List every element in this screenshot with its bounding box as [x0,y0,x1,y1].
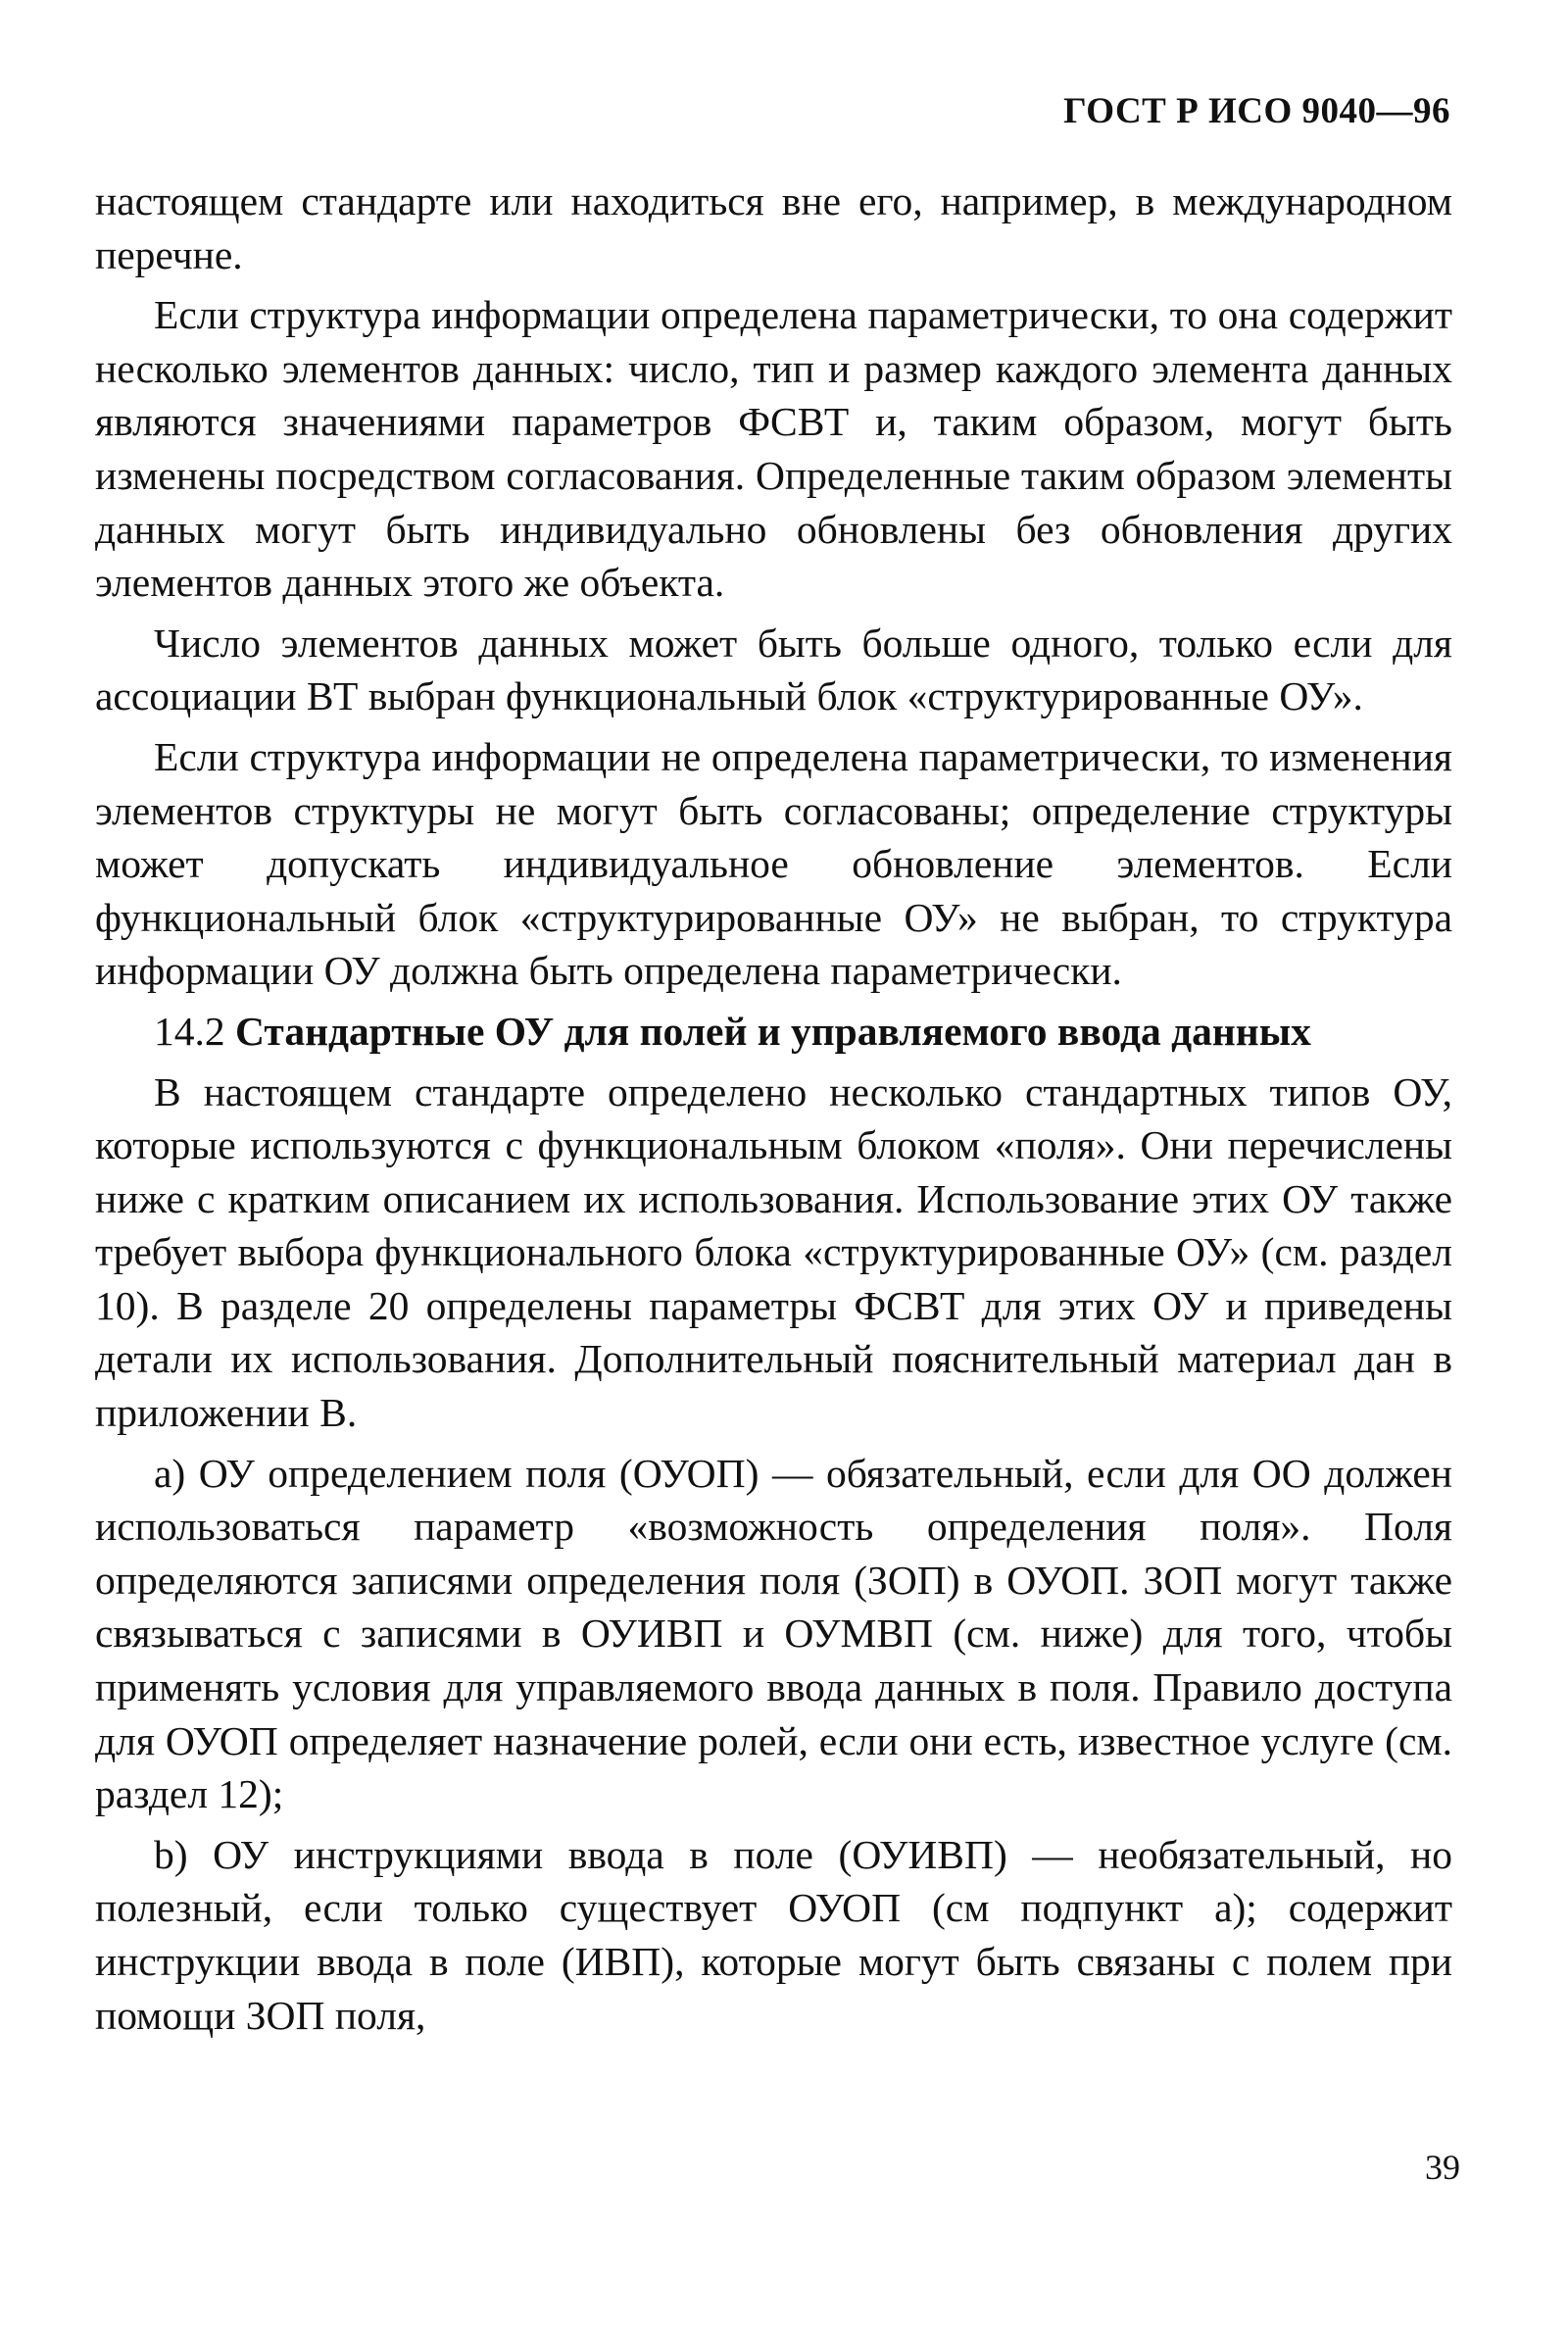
paragraph-1: настоящем стандарте или находиться вне его, например, в международном перечне. [95,178,1452,277]
document-body [95,174,1452,2049]
paragraph-4: Если структура информации не определена параметрически, то изменения элементов структуры не могут быть согласованы; определение структуры может допускать индивидуальное обновление элементов. Если функциональный блок «структурированные ОУ» не выбран, то структура информации ОУ должна быть определена параметрически. [95,733,1452,994]
paragraph-7: b) ОУ инструкциями ввода в поле (ОУИВП) — необязательный, но полезный, если только существует ОУОП (см подпункт а); содержит инструкции ввода в поле (ИВП), которые могут быть связаны с полем при помощи ЗОП поля, [95,1831,1452,2038]
page-number: 39 [1425,2148,1460,2187]
section-title: Стандартные ОУ для полей и управляемого ввода данных [235,1008,1311,1054]
paragraph-3: Число элементов данных может быть больше одного, только если для ассоциации ВТ выбран функциональный блок «структурированные ОУ». [95,619,1452,719]
section-heading [95,1005,1452,1059]
paragraph-5: В настоящем стандарте определено несколько стандартных типов ОУ, которые используются с функциональным блоком «поля». Они перечислены ниже с кратким описанием их использования. Использование этих ОУ также требует выбора функционального блока «структурированные ОУ» (см. раздел 10). В разделе 20 определены параметры ФСВТ для этих ОУ и приведены детали их использования. Дополнительный пояснительный материал дан в приложении В. [95,1068,1452,1436]
paragraph-6: a) ОУ определением поля (ОУОП) — обязательный, если для ОО должен использоваться параметр «возможность определения поля». Поля определяются записями определения поля (ЗОП) в ОУОП. ЗОП могут также связываться с записями в ОУИВП и ОУМВП (см. ниже) для того, чтобы применять условия для управляемого ввода данных в поля. Правило доступа для ОУОП определяет назначение ролей, если они есть, известное услуге (см. раздел 12); [95,1450,1452,1817]
document-header: ГОСТ Р ИСО 9040—96 [1063,91,1450,131]
section-number: 14.2 [154,1008,225,1054]
paragraph-2: Если структура информации определена параметрически, то она содержит несколько элементов данных: число, тип и размер каждого элемента данных являются значениями параметров ФСВТ и, таким образом, могут быть изменены посредством согласования. Определенные таким образом элементы данных могут быть индивидуально обновлены без обновления других элементов данных этого же объекта. [95,292,1452,606]
